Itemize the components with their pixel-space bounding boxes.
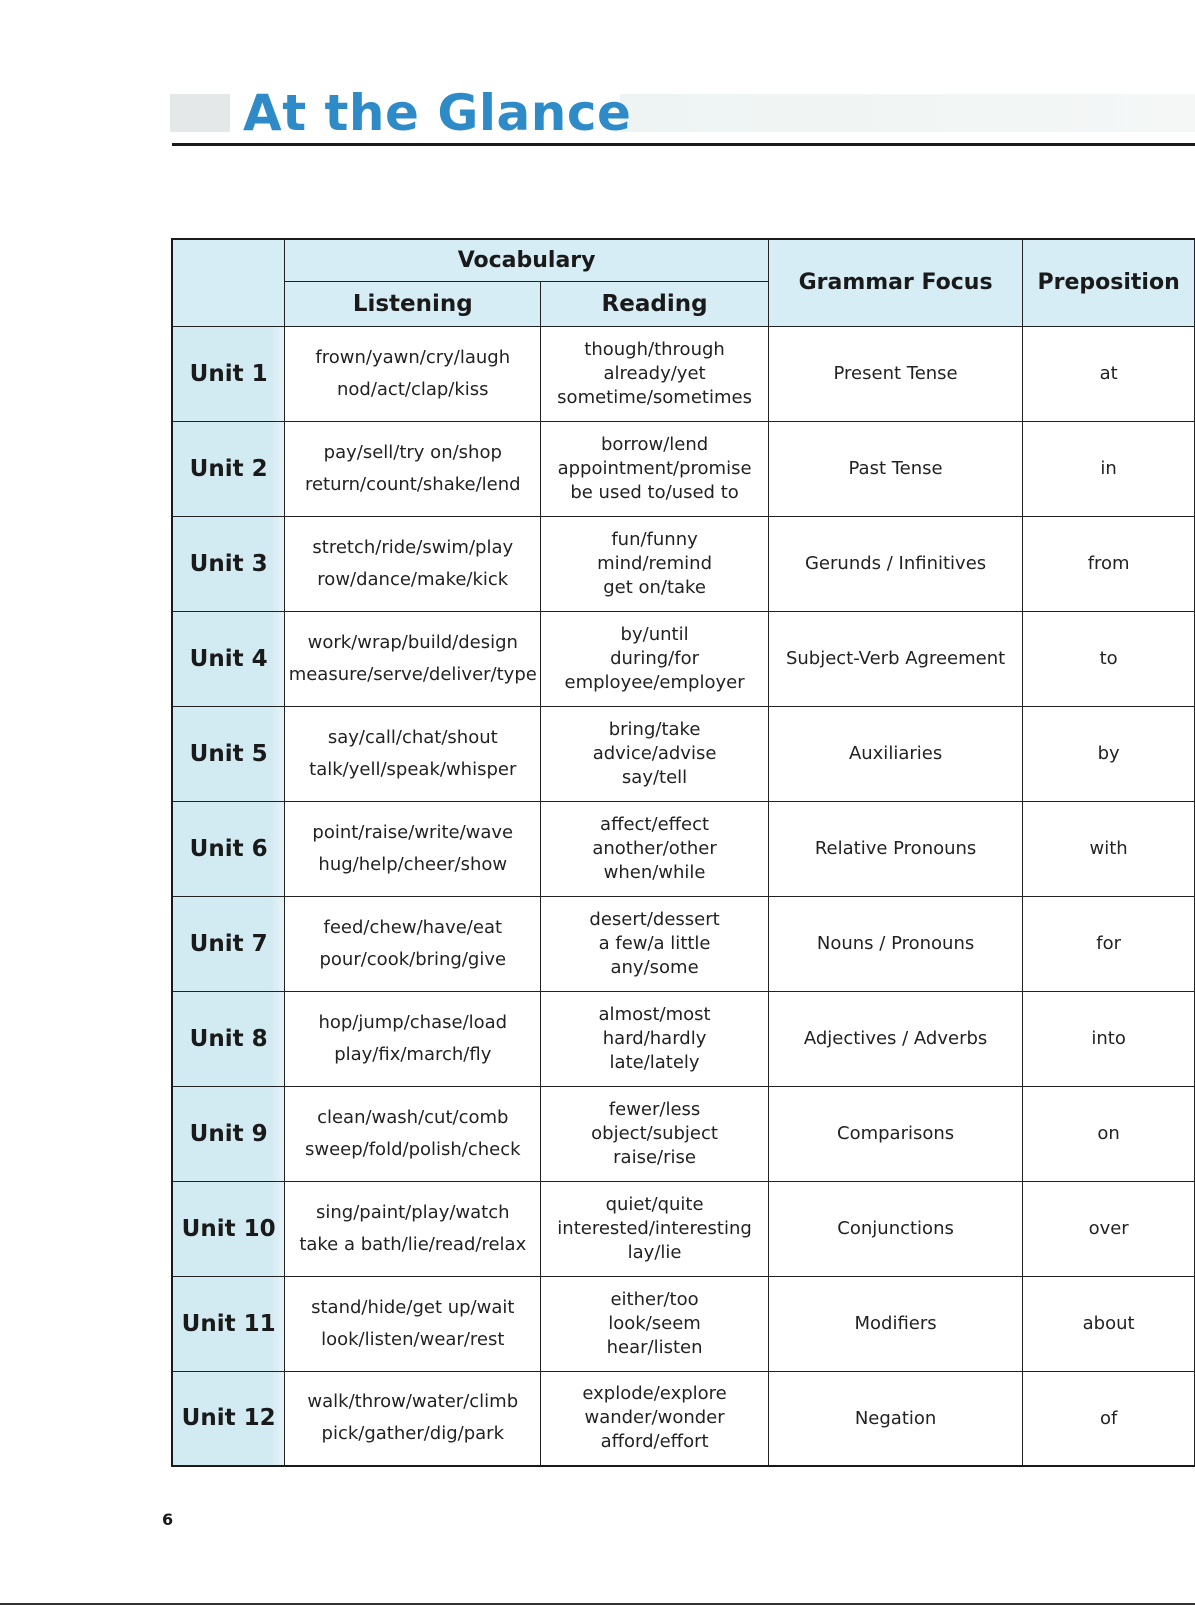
- reading-line: wander/wonder: [584, 1407, 725, 1429]
- grammar-focus-header: Grammar Focus: [768, 239, 1022, 326]
- reading-line: affect/effect: [600, 813, 710, 835]
- listening-line: return/count/shake/lend: [304, 473, 521, 495]
- reading-line: explode/explore: [582, 1383, 727, 1405]
- page-number: 6: [162, 1510, 174, 1529]
- reading-line: late/lately: [609, 1051, 700, 1073]
- grammar-focus: Gerunds / Infinitives: [768, 516, 1022, 611]
- listening-header: Listening: [285, 281, 541, 326]
- table-row: [172, 421, 1195, 516]
- table-header: [172, 239, 1195, 326]
- vocabulary-header: Vocabulary: [285, 239, 769, 281]
- table-row: [172, 611, 1195, 706]
- listening-words: [285, 706, 541, 801]
- table-row: [172, 516, 1195, 611]
- table-row: [172, 706, 1195, 801]
- reading-words: [541, 516, 769, 611]
- reading-line: employee/employer: [564, 671, 745, 693]
- reading-line: desert/dessert: [589, 908, 720, 930]
- listening-line: frown/yawn/cry/laugh: [315, 346, 511, 368]
- grammar-focus: Auxiliaries: [768, 706, 1022, 801]
- listening-words: [285, 896, 541, 991]
- reading-line: look/seem: [608, 1312, 701, 1334]
- corner-cell: [172, 239, 285, 326]
- preposition: about: [1023, 1276, 1195, 1371]
- reading-line: fun/funny: [611, 528, 698, 550]
- preposition: into: [1023, 991, 1195, 1086]
- reading-line: interested/interesting: [557, 1217, 752, 1239]
- reading-words: [541, 801, 769, 896]
- listening-words: [285, 801, 541, 896]
- preposition: to: [1023, 611, 1195, 706]
- listening-words: [285, 1371, 541, 1466]
- reading-line: hard/hardly: [602, 1027, 707, 1049]
- listening-line: nod/act/clap/kiss: [336, 378, 489, 400]
- grammar-focus: Relative Pronouns: [768, 801, 1022, 896]
- reading-line: raise/rise: [613, 1146, 696, 1168]
- grammar-focus: Past Tense: [768, 421, 1022, 516]
- reading-line: bring/take: [608, 718, 701, 740]
- listening-line: clean/wash/cut/comb: [317, 1106, 509, 1128]
- reading-words: [541, 611, 769, 706]
- table-row: [172, 801, 1195, 896]
- reading-line: advice/advise: [592, 742, 717, 764]
- listening-line: stand/hide/get up/wait: [311, 1296, 515, 1318]
- reading-line: get on/take: [603, 576, 706, 598]
- unit-label: Unit 1: [172, 326, 285, 421]
- table-row: [172, 1181, 1195, 1276]
- reading-line: appointment/promise: [557, 457, 752, 479]
- reading-line: a few/a little: [598, 932, 711, 954]
- reading-words: [541, 896, 769, 991]
- unit-label: Unit 6: [172, 801, 285, 896]
- reading-words: [541, 421, 769, 516]
- reading-words: [541, 706, 769, 801]
- listening-line: talk/yell/speak/whisper: [309, 758, 517, 780]
- unit-label: Unit 3: [172, 516, 285, 611]
- unit-label: Unit 12: [172, 1371, 285, 1466]
- listening-line: point/raise/write/wave: [312, 821, 514, 843]
- reading-line: be used to/used to: [570, 481, 739, 503]
- reading-line: sometime/sometimes: [557, 386, 752, 408]
- grammar-focus: Present Tense: [768, 326, 1022, 421]
- listening-line: look/listen/wear/rest: [321, 1328, 505, 1350]
- listening-line: sweep/fold/polish/check: [304, 1138, 521, 1160]
- grammar-focus: Subject-Verb Agreement: [768, 611, 1022, 706]
- preposition: by: [1023, 706, 1195, 801]
- listening-words: [285, 1086, 541, 1181]
- reading-line: lay/lie: [627, 1241, 682, 1263]
- reading-words: [541, 1181, 769, 1276]
- reading-line: already/yet: [603, 362, 706, 384]
- grammar-focus: Adjectives / Adverbs: [768, 991, 1022, 1086]
- table-row: [172, 896, 1195, 991]
- reading-line: either/too: [610, 1288, 699, 1310]
- title-divider: [172, 143, 1195, 146]
- reading-line: borrow/lend: [600, 433, 709, 455]
- listening-line: sing/paint/play/watch: [315, 1201, 510, 1223]
- reading-header: Reading: [541, 281, 769, 326]
- listening-words: [285, 516, 541, 611]
- reading-line: say/tell: [621, 766, 688, 788]
- table-row: [172, 1371, 1195, 1466]
- listening-line: pay/sell/try on/shop: [323, 441, 502, 463]
- reading-line: during/for: [610, 647, 699, 669]
- listening-words: [285, 991, 541, 1086]
- unit-label: Unit 8: [172, 991, 285, 1086]
- listening-words: [285, 421, 541, 516]
- reading-words: [541, 1086, 769, 1181]
- unit-label: Unit 4: [172, 611, 285, 706]
- reading-line: by/until: [620, 623, 689, 645]
- preposition: for: [1023, 896, 1195, 991]
- listening-line: row/dance/make/kick: [317, 568, 509, 590]
- listening-line: pour/cook/bring/give: [319, 948, 507, 970]
- listening-words: [285, 611, 541, 706]
- page-title: At the Glance: [243, 84, 632, 142]
- reading-line: fewer/less: [608, 1098, 701, 1120]
- reading-line: object/subject: [591, 1122, 718, 1144]
- reading-line: another/other: [592, 837, 717, 859]
- grammar-focus: Conjunctions: [768, 1181, 1022, 1276]
- table-row: [172, 1276, 1195, 1371]
- preposition: on: [1023, 1086, 1195, 1181]
- listening-line: work/wrap/build/design: [307, 631, 518, 653]
- reading-words: [541, 326, 769, 421]
- listening-line: feed/chew/have/eat: [323, 916, 503, 938]
- reading-line: almost/most: [598, 1003, 711, 1025]
- reading-words: [541, 991, 769, 1086]
- preposition: over: [1023, 1181, 1195, 1276]
- unit-label: Unit 2: [172, 421, 285, 516]
- reading-line: though/through: [584, 338, 725, 360]
- reading-words: [541, 1371, 769, 1466]
- unit-label: Unit 9: [172, 1086, 285, 1181]
- reading-line: hear/listen: [606, 1336, 703, 1358]
- preposition-header: Preposition: [1023, 239, 1195, 326]
- listening-words: [285, 1181, 541, 1276]
- table-row: [172, 326, 1195, 421]
- table-row: [172, 991, 1195, 1086]
- grammar-focus: Nouns / Pronouns: [768, 896, 1022, 991]
- listening-line: stretch/ride/swim/play: [312, 536, 514, 558]
- unit-label: Unit 10: [172, 1181, 285, 1276]
- table-body: [172, 326, 1195, 1466]
- reading-line: when/while: [603, 861, 706, 883]
- grammar-focus: Negation: [768, 1371, 1022, 1466]
- listening-line: pick/gather/dig/park: [321, 1423, 505, 1445]
- listening-line: walk/throw/water/climb: [307, 1391, 519, 1413]
- unit-label: Unit 11: [172, 1276, 285, 1371]
- preposition: from: [1023, 516, 1195, 611]
- listening-line: play/fix/march/fly: [334, 1043, 492, 1065]
- reading-line: quiet/quite: [605, 1193, 704, 1215]
- listening-words: [285, 1276, 541, 1371]
- listening-line: say/call/chat/shout: [327, 726, 498, 748]
- listening-line: hug/help/cheer/show: [318, 853, 508, 875]
- preposition: with: [1023, 801, 1195, 896]
- preposition: of: [1023, 1371, 1195, 1466]
- listening-line: measure/serve/deliver/type: [288, 663, 537, 685]
- reading-words: [541, 1276, 769, 1371]
- listening-words: [285, 326, 541, 421]
- listening-line: hop/jump/chase/load: [318, 1011, 508, 1033]
- unit-label: Unit 5: [172, 706, 285, 801]
- listening-line: take a bath/lie/read/relax: [299, 1233, 527, 1255]
- grammar-focus: Modifiers: [768, 1276, 1022, 1371]
- reading-line: any/some: [610, 956, 699, 978]
- reading-line: mind/remind: [597, 552, 712, 574]
- grammar-focus: Comparisons: [768, 1086, 1022, 1181]
- at-the-glance-table: [171, 238, 1195, 1467]
- table-row: [172, 1086, 1195, 1181]
- preposition: in: [1023, 421, 1195, 516]
- unit-label: Unit 7: [172, 896, 285, 991]
- preposition: at: [1023, 326, 1195, 421]
- reading-line: afford/effort: [600, 1431, 709, 1453]
